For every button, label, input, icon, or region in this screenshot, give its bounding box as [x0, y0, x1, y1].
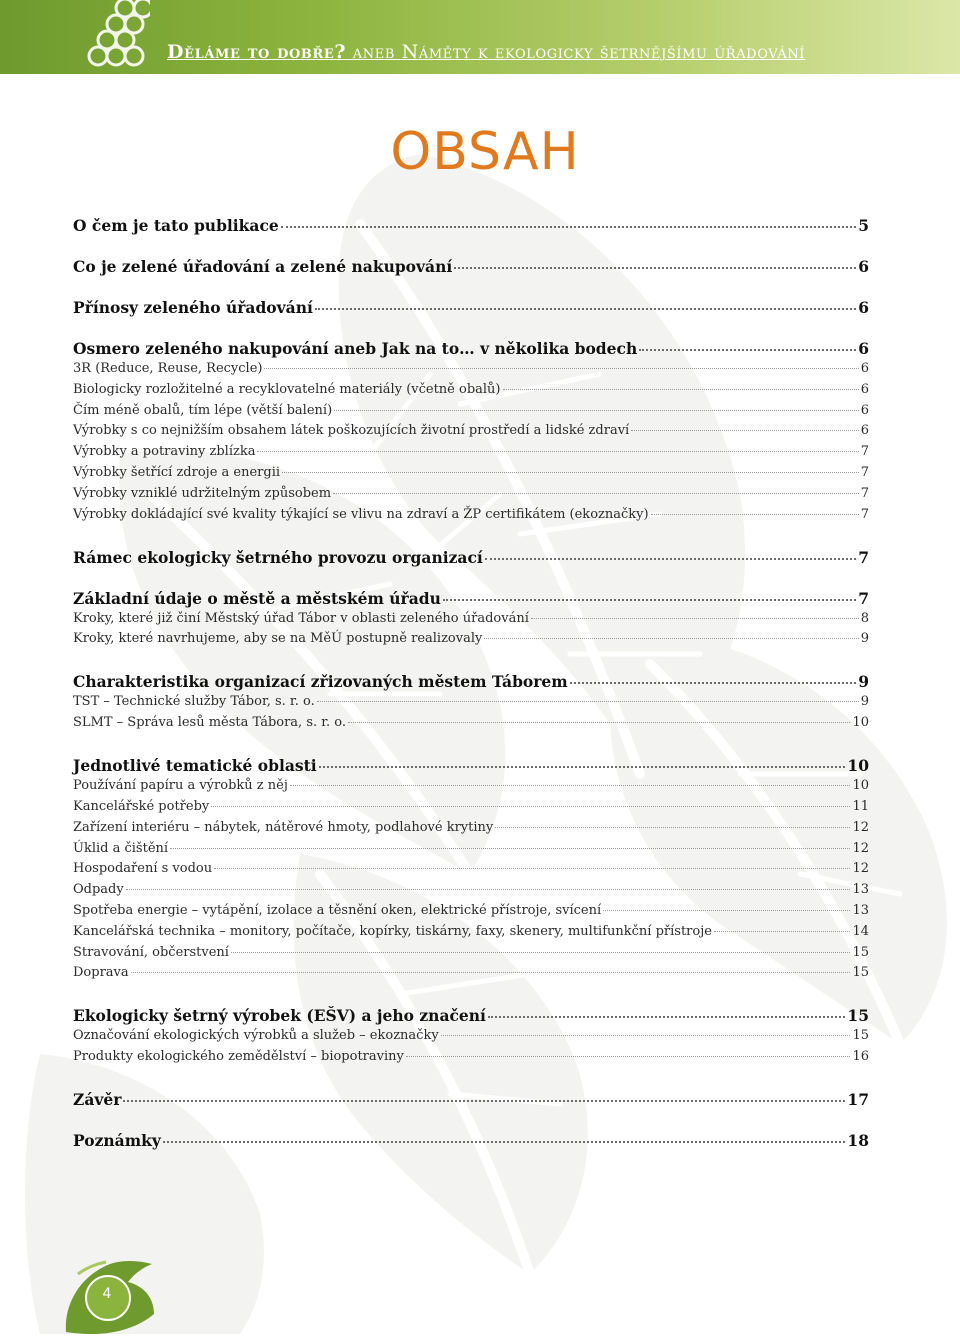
toc-entry-label: Zařízení interiéru – nábytek, nátěrové hmoty, podlahové krytiny [73, 819, 494, 835]
toc-entry-label: Charakteristika organizací zřizovaných městem Táborem [73, 672, 568, 692]
toc-leader-dots [126, 888, 851, 890]
toc-section[interactable] [73, 756, 869, 775]
toc-entry-page: 15 [852, 1028, 869, 1044]
toc-entry-label: Výrobky s co nejnižším obsahem látek poškozujících životní prostředí a lidské zdraví [73, 423, 630, 439]
toc-entry-page: 15 [852, 944, 869, 960]
toc-leader-dots [281, 225, 856, 228]
toc-entry-page: 6 [860, 423, 869, 439]
header-band [0, 0, 960, 74]
toc-section[interactable] [73, 1090, 869, 1109]
toc-subsection[interactable] [73, 611, 869, 626]
toc-entry-label: Úklid a čištění [73, 840, 169, 856]
toc-section[interactable] [73, 257, 869, 276]
toc-entry-page: 15 [847, 1006, 869, 1026]
grapes-logo-icon [86, 0, 150, 74]
toc-entry-page: 12 [852, 861, 869, 877]
toc-subsection[interactable] [73, 403, 869, 418]
toc-entry-page: 18 [847, 1131, 869, 1151]
toc-leader-dots [484, 637, 858, 639]
toc-leader-dots [441, 1034, 851, 1036]
toc-entry-label: Biologicky rozložitelné a recyklovatelné materiály (včetně obalů) [73, 381, 501, 397]
toc-entry-label: Kancelářské potřeby [73, 799, 210, 814]
toc-entry-page: 6 [858, 339, 869, 358]
toc-entry-label: Produkty ekologického zemědělství – biopotraviny [73, 1049, 404, 1065]
toc-subsection[interactable] [73, 799, 869, 814]
toc-entry-label: Výrobky dokládající své kvality týkající se vlivu na zdraví a ŽP certifikátem (ekoznačky) [73, 506, 649, 522]
toc-leader-dots [131, 971, 851, 973]
toc-entry-page: 10 [852, 778, 869, 794]
toc-leader-dots [163, 1140, 846, 1143]
toc-section[interactable] [73, 1006, 869, 1025]
toc-entry-page: 10 [847, 756, 869, 776]
toc-subsection[interactable] [73, 882, 869, 897]
toc-entry-label: Základní údaje o městě a městském úřadu [73, 588, 441, 608]
page-title: OBSAH [390, 122, 580, 182]
toc-leader-dots [317, 700, 859, 702]
toc-entry-label: Kroky, které navrhujeme, aby se na MěÚ postupně realizovaly [73, 631, 483, 647]
toc-entry-label: Doprava [73, 965, 129, 981]
toc-entry-page: 14 [852, 923, 869, 939]
toc-leader-dots [603, 909, 850, 911]
toc-leader-dots [348, 721, 850, 723]
toc-subsection[interactable] [73, 861, 869, 876]
toc-entry-page: 6 [860, 402, 869, 418]
toc-entry-page: 7 [860, 444, 869, 460]
toc-leader-dots [570, 681, 857, 684]
toc-leader-dots [315, 307, 856, 310]
toc-subsection[interactable] [73, 1028, 869, 1043]
toc-leader-dots [488, 1015, 845, 1018]
toc-subsection[interactable] [73, 444, 869, 459]
toc-leader-dots [290, 784, 851, 786]
toc-entry-label: Co je zelené úřadování a zelené nakupování [73, 257, 453, 276]
toc-leader-dots [257, 450, 858, 452]
toc-subsection[interactable] [73, 820, 869, 835]
toc-entry-label: Jednotlivé tematické oblasti [73, 756, 317, 776]
toc-subsection[interactable] [73, 841, 869, 856]
toc-entry-page: 6 [858, 298, 869, 317]
toc-entry-label: Stravování, občerstvení [73, 944, 229, 960]
toc-entry-page: 5 [858, 216, 869, 235]
toc-entry-label: Poznámky [73, 1131, 161, 1151]
toc-entry-page: 8 [860, 610, 869, 626]
toc-entry-label: Spotřeba energie – vytápění, izolace a těsnění oken, elektrické přístroje, svícení [73, 903, 602, 918]
toc-leader-dots [714, 930, 851, 932]
toc-subsection[interactable] [73, 486, 869, 501]
toc-entry-label: Výrobky vzniklé udržitelným způsobem [73, 485, 332, 501]
toc-entry-page: 10 [852, 715, 869, 731]
toc-entry-label: SLMT – Správa lesů města Tábora, s. r. o. [73, 715, 347, 731]
toc-entry-page: 13 [852, 882, 869, 898]
toc-entry-page: 15 [852, 965, 869, 981]
toc-subsection[interactable] [73, 965, 869, 980]
toc-section[interactable] [73, 339, 869, 358]
toc-entry-label: Čím méně obalů, tím lépe (větší balení) [73, 402, 333, 418]
toc-entry-label: Kancelářská technika – monitory, počítače, kopírky, tiskárny, faxy, skenery, multifunkční přístroje [73, 923, 712, 939]
toc-subsection[interactable] [73, 382, 869, 397]
toc-section[interactable] [73, 216, 869, 235]
toc-subsection[interactable] [73, 903, 869, 918]
toc-leader-dots [485, 557, 856, 560]
toc-leader-dots [264, 367, 858, 369]
toc-entry-label: TST – Technické služby Tábor, s. r. o. [73, 694, 315, 710]
toc-entry-label: Hospodaření s vodou [73, 861, 213, 877]
toc-entry-page: 12 [852, 819, 869, 835]
header-title-strong: Děláme to dobře? [167, 41, 347, 63]
toc-subsection[interactable] [73, 945, 869, 960]
toc-leader-dots [639, 348, 856, 351]
toc-entry-page: 9 [860, 631, 869, 647]
toc-entry-label: 3R (Reduce, Reuse, Recycle) [73, 361, 263, 376]
toc-entry-label: Závěr [73, 1090, 122, 1110]
toc-entry-label: Používání papíru a výrobků z něj [73, 778, 288, 794]
toc-subsection[interactable] [73, 361, 869, 376]
header-title [167, 41, 805, 63]
toc-entry-page: 11 [852, 799, 869, 814]
toc-subsection[interactable] [73, 694, 869, 709]
toc-section[interactable] [73, 298, 869, 317]
toc-entry-page: 9 [860, 694, 869, 710]
toc-leader-dots [531, 617, 859, 619]
toc-entry-page: 13 [852, 903, 869, 918]
toc-entry-label: Ekologicky šetrný výrobek (EŠV) a jeho značení [73, 1006, 486, 1026]
toc-leader-dots [503, 388, 859, 390]
toc-leader-dots [214, 867, 850, 869]
toc-section[interactable] [73, 548, 869, 567]
toc-entry-label: O čem je tato publikace [73, 216, 279, 235]
header-title-subtitle: aneb Náměty k ekologicky šetrnějšímu úřadování [346, 41, 806, 63]
toc-subsection[interactable] [73, 1049, 869, 1064]
toc-entry-page: 7 [860, 485, 869, 501]
toc-entry-page: 6 [860, 361, 869, 376]
toc-entry-label: Výrobky šetřící zdroje a energii [73, 465, 281, 480]
toc-leader-dots [334, 409, 859, 411]
toc-entry-page: 12 [852, 840, 869, 856]
toc-leader-dots [282, 471, 859, 473]
toc-entry-page: 16 [852, 1049, 869, 1065]
toc-entry-label: Osmero zeleného nakupování aneb Jak na to… v několika bodech [73, 339, 638, 358]
toc-section[interactable] [73, 672, 869, 691]
toc-leader-dots [406, 1055, 851, 1057]
toc-entry-page: 6 [860, 381, 869, 397]
toc-leader-dots [631, 429, 859, 431]
toc-subsection[interactable] [73, 465, 869, 480]
page-number: 4 [102, 1286, 112, 1302]
toc-leader-dots [454, 266, 856, 269]
toc-section[interactable] [73, 1131, 869, 1150]
toc-subsection[interactable] [73, 423, 869, 438]
toc-entry-label: Výrobky a potraviny zblízka [73, 444, 256, 460]
toc-entry-label: Přínosy zeleného úřadování [73, 298, 313, 317]
toc-leader-dots [333, 492, 859, 494]
toc-leader-dots [443, 598, 856, 601]
toc-entry-label: Označování ekologických výrobků a služeb – ekoznačky [73, 1028, 439, 1044]
toc-entry-page: 6 [858, 257, 869, 276]
toc-section[interactable] [73, 589, 869, 608]
toc-entry-page: 7 [858, 547, 869, 567]
toc-leader-dots [651, 513, 859, 515]
toc-entry-page: 17 [847, 1090, 869, 1110]
toc-subsection[interactable] [73, 631, 869, 646]
toc-entry-page: 7 [860, 465, 869, 480]
toc-subsection[interactable] [73, 715, 869, 730]
toc-subsection[interactable] [73, 507, 869, 522]
toc-subsection[interactable] [73, 778, 869, 793]
toc-leader-dots [211, 805, 850, 807]
toc-leader-dots [123, 1099, 845, 1102]
toc-entry-label: Kroky, které již činí Městský úřad Tábor v oblasti zeleného úřadování [73, 610, 529, 626]
toc-leader-dots [170, 847, 850, 849]
toc-leader-dots [495, 826, 850, 828]
toc-leader-dots [231, 951, 850, 953]
toc-entry-page: 7 [858, 588, 869, 608]
toc-leader-dots [319, 765, 846, 768]
toc-entry-page: 9 [858, 672, 869, 692]
toc-entry-label: Rámec ekologicky šetrného provozu organizací [73, 547, 483, 567]
toc-entry-page: 7 [860, 506, 869, 522]
toc-entry-label: Odpady [73, 882, 124, 898]
toc-subsection[interactable] [73, 924, 869, 939]
